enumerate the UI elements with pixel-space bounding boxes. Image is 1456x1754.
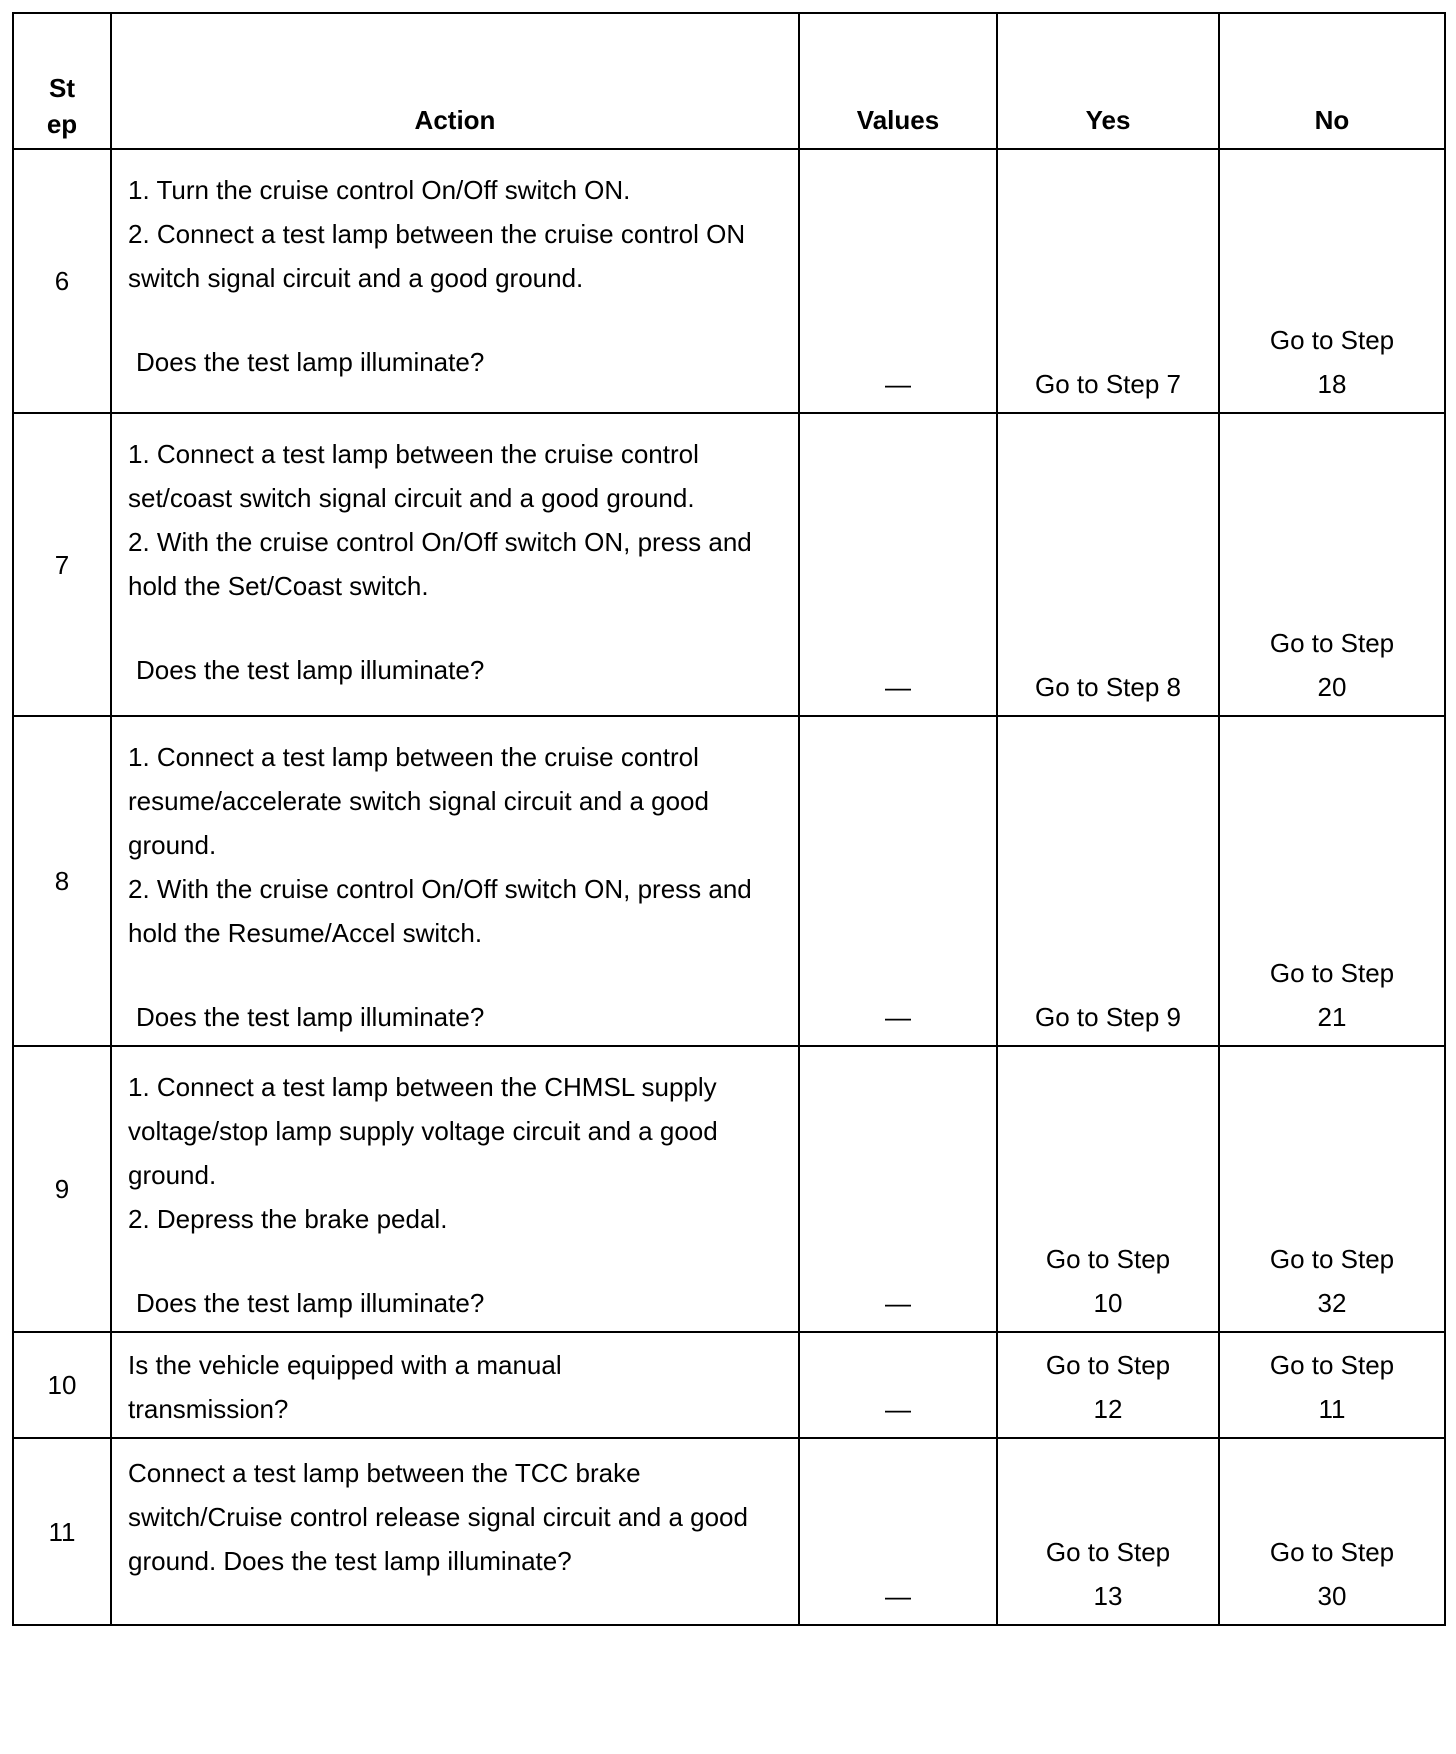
yes-cell: Go to Step 8 xyxy=(997,413,1219,716)
action-cell xyxy=(111,1332,799,1438)
table-row xyxy=(13,716,1445,1046)
action-item: 1. Connect a test lamp between the CHMSL supply voltage/stop lamp supply voltage circuit and a good ground. xyxy=(128,1072,718,1190)
header-action: Action xyxy=(111,13,799,149)
header-no: No xyxy=(1219,13,1445,149)
step-number: 7 xyxy=(13,413,111,716)
step-number: 10 xyxy=(13,1332,111,1438)
diagnostic-table xyxy=(12,12,1446,1626)
yes-cell: Go to Step 7 xyxy=(997,149,1219,413)
values-cell: — xyxy=(799,149,997,413)
action-text: Connect a test lamp between the TCC brake switch/Cruise control release signal circuit and a good ground. Does the test lamp illuminate? xyxy=(128,1458,748,1576)
table-row xyxy=(13,413,1445,716)
action-cell xyxy=(111,716,799,1046)
action-cell xyxy=(111,1046,799,1332)
step-number: 11 xyxy=(13,1438,111,1625)
action-item: 2. Connect a test lamp between the cruise control ON switch signal circuit and a good ground. xyxy=(128,219,746,293)
action-question: Does the test lamp illuminate? xyxy=(136,1002,485,1032)
action-question: Does the test lamp illuminate? xyxy=(136,655,485,685)
action-item: 2. With the cruise control On/Off switch ON, press and hold the Set/Coast switch. xyxy=(128,527,752,601)
values-cell: — xyxy=(799,1332,997,1438)
header-row xyxy=(13,13,1445,149)
yes-cell: Go to Step 10 xyxy=(997,1046,1219,1332)
values-cell: — xyxy=(799,716,997,1046)
step-number: 6 xyxy=(13,149,111,413)
action-item: 1. Connect a test lamp between the cruise control resume/accelerate switch signal circuit and a good ground. xyxy=(128,742,709,860)
action-question: Does the test lamp illuminate? xyxy=(136,347,485,377)
action-cell xyxy=(111,149,799,413)
table-row xyxy=(13,1438,1445,1625)
action-item: 2. With the cruise control On/Off switch ON, press and hold the Resume/Accel switch. xyxy=(128,874,752,948)
no-cell: Go to Step 18 xyxy=(1219,149,1445,413)
no-cell: Go to Step 11 xyxy=(1219,1332,1445,1438)
no-cell: Go to Step 32 xyxy=(1219,1046,1445,1332)
values-cell: — xyxy=(799,1438,997,1625)
header-yes: Yes xyxy=(997,13,1219,149)
header-values: Values xyxy=(799,13,997,149)
table-row xyxy=(13,149,1445,413)
values-cell: — xyxy=(799,413,997,716)
action-cell xyxy=(111,1438,799,1625)
no-cell: Go to Step 20 xyxy=(1219,413,1445,716)
table-row xyxy=(13,1332,1445,1438)
step-number: 8 xyxy=(13,716,111,1046)
action-text: Is the vehicle equipped with a manual transmission? xyxy=(128,1350,562,1424)
no-cell: Go to Step 30 xyxy=(1219,1438,1445,1625)
action-cell xyxy=(111,413,799,716)
header-step: St ep xyxy=(13,13,111,149)
values-cell: — xyxy=(799,1046,997,1332)
yes-cell: Go to Step 12 xyxy=(997,1332,1219,1438)
step-number: 9 xyxy=(13,1046,111,1332)
yes-cell: Go to Step 9 xyxy=(997,716,1219,1046)
yes-cell: Go to Step 13 xyxy=(997,1438,1219,1625)
table-row xyxy=(13,1046,1445,1332)
action-item: 2. Depress the brake pedal. xyxy=(128,1204,448,1234)
no-cell: Go to Step 21 xyxy=(1219,716,1445,1046)
action-question: Does the test lamp illuminate? xyxy=(136,1288,485,1318)
action-item: 1. Turn the cruise control On/Off switch ON. xyxy=(128,175,631,205)
action-item: 1. Connect a test lamp between the cruise control set/coast switch signal circuit and a good ground. xyxy=(128,439,699,513)
